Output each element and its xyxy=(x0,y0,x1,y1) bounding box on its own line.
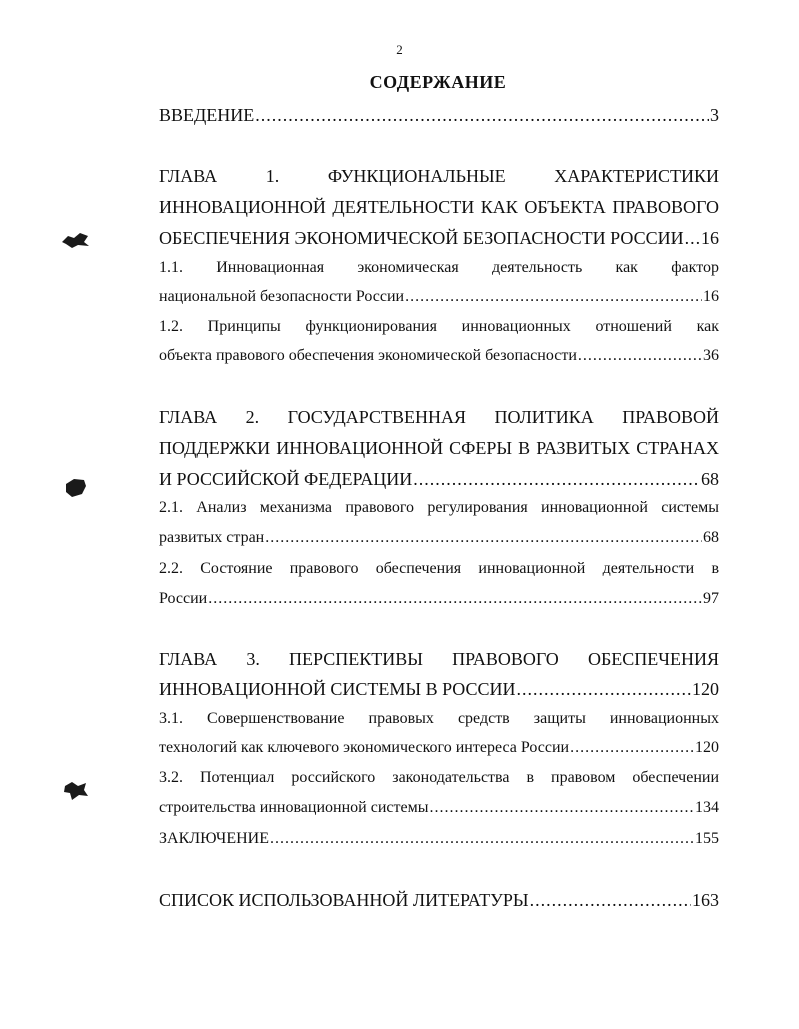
toc-entry-conclusion[interactable] xyxy=(159,830,719,848)
toc-entry-text: национальной безопасности России xyxy=(159,288,405,305)
toc-entry-text: развитых стран xyxy=(159,529,265,546)
page-title: СОДЕРЖАНИЕ xyxy=(369,72,507,92)
toc-page-number: 155 xyxy=(695,830,719,847)
toc-entry-text: ОБЕСПЕЧЕНИЯ ЭКОНОМИЧЕСКОЙ БЕЗОПАСНОСТИ РОССИИ xyxy=(159,228,684,248)
binder-hole-mark-icon xyxy=(60,230,92,250)
toc-section-2-2-line-1[interactable]: 2.2. Состояние правового обеспечения инновационной деятельности в xyxy=(159,560,719,577)
dot-leader xyxy=(265,529,702,547)
toc-section-2-2-line-2[interactable] xyxy=(159,590,719,608)
toc-page-number: 97 xyxy=(703,590,719,607)
dot-leader xyxy=(517,679,691,700)
dot-leader xyxy=(685,228,700,249)
toc-section-3-1-line-2[interactable] xyxy=(159,739,719,757)
toc-chapter-2-line-1[interactable]: ГЛАВА 2. ГОСУДАРСТВЕННАЯ ПОЛИТИКА ПРАВОВОЙ xyxy=(159,407,719,427)
toc-section-1-2-line-2[interactable] xyxy=(159,347,719,365)
toc-entry-text: ИННОВАЦИОННОЙ СИСТЕМЫ В РОССИИ xyxy=(159,679,516,699)
toc-entry-text: технологий как ключевого экономического интереса России xyxy=(159,739,570,756)
toc-entry-text: СПИСОК ИСПОЛЬЗОВАННОЙ ЛИТЕРАТУРЫ xyxy=(159,890,529,910)
toc-page-number: 36 xyxy=(703,347,719,364)
dot-leader xyxy=(413,469,700,490)
dot-leader xyxy=(429,799,694,817)
toc-chapter-1-line-2[interactable]: ИННОВАЦИОННОЙ ДЕЯТЕЛЬНОСТИ КАК ОБЪЕКТА ПРАВОВОГО xyxy=(159,197,719,217)
toc-entry-text: И РОССИЙСКОЙ ФЕДЕРАЦИИ xyxy=(159,469,413,489)
toc-page-number: 120 xyxy=(695,739,719,756)
toc-page-number: 163 xyxy=(692,890,719,910)
toc-entry-text: объекта правового обеспечения экономической безопасности xyxy=(159,347,577,364)
toc-entry-text: России xyxy=(159,590,208,607)
toc-section-2-1-line-1[interactable]: 2.1. Анализ механизма правового регулирования инновационной системы xyxy=(159,499,719,516)
toc-section-1-2-line-1[interactable]: 1.2. Принципы функционирования инновационных отношений как xyxy=(159,318,719,335)
toc-page-number: 3 xyxy=(710,105,719,125)
toc-chapter-1-line-1[interactable]: ГЛАВА 1. ФУНКЦИОНАЛЬНЫЕ ХАРАКТЕРИСТИКИ xyxy=(159,166,719,186)
toc-page-number: 68 xyxy=(701,469,719,489)
toc-section-1-1-line-1[interactable]: 1.1. Инновационная экономическая деятельность как фактор xyxy=(159,259,719,276)
toc-chapter-3-line-2[interactable] xyxy=(159,679,719,700)
toc-page-number: 134 xyxy=(695,799,719,816)
toc-entry-text: строительства инновационной системы xyxy=(159,799,429,816)
toc-section-3-1-line-1[interactable]: 3.1. Совершенствование правовых средств защиты инновационных xyxy=(159,710,719,727)
toc-chapter-2-line-3[interactable] xyxy=(159,469,719,490)
dot-leader xyxy=(530,890,691,911)
toc-section-3-2-line-2[interactable] xyxy=(159,799,719,817)
toc-chapter-1-line-3[interactable] xyxy=(159,228,719,249)
toc-entry-text: ЗАКЛЮЧЕНИЕ xyxy=(159,830,269,847)
dot-leader xyxy=(570,739,694,757)
toc-chapter-3-line-1[interactable]: ГЛАВА 3. ПЕРСПЕКТИВЫ ПРАВОВОГО ОБЕСПЕЧЕНИЯ xyxy=(159,649,719,669)
toc-chapter-2-line-2[interactable]: ПОДДЕРЖКИ ИННОВАЦИОННОЙ СФЕРЫ В РАЗВИТЫХ СТРАНАХ xyxy=(159,438,719,458)
toc-section-1-1-line-2[interactable] xyxy=(159,288,719,306)
toc-page-number: 16 xyxy=(703,288,719,305)
dot-leader xyxy=(405,288,702,306)
binder-hole-mark-icon xyxy=(62,780,90,802)
toc-page-number: 68 xyxy=(703,529,719,546)
toc-page-number: 120 xyxy=(692,679,719,699)
toc-entry-references[interactable] xyxy=(159,890,719,911)
toc-section-3-2-line-1[interactable]: 3.2. Потенциал российского законодательства в правовом обеспечении xyxy=(159,769,719,786)
dot-leader xyxy=(255,105,709,126)
toc-page-number: 16 xyxy=(701,228,719,248)
binder-hole-mark-icon xyxy=(62,476,90,500)
page-number: 2 xyxy=(396,42,403,57)
toc-section-2-1-line-2[interactable] xyxy=(159,529,719,547)
dot-leader xyxy=(270,830,694,848)
dot-leader xyxy=(208,590,702,608)
toc-entry-introduction[interactable] xyxy=(159,105,719,126)
toc-entry-text: ВВЕДЕНИЕ xyxy=(159,105,255,125)
dot-leader xyxy=(578,347,702,365)
